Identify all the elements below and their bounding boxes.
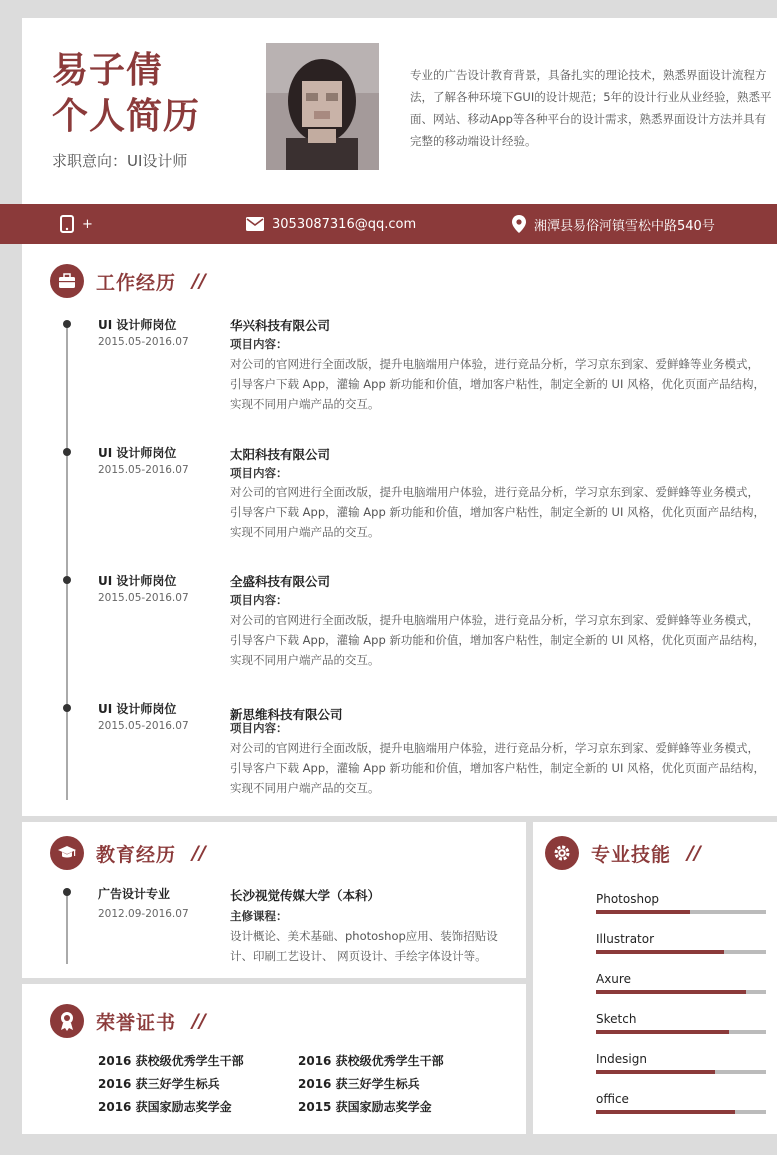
project-description: 对公司的官网进行全面改版，提升电脑端用户体验，进行竞品分析，学习京东到家、爱鲜蜂等业务模式，引导客户下载 App，灌输 App 新功能和价值，增加客户粘性，制定全新的 UI 风格，优化页面产品结构，实现不同用户端产品的交互。 <box>230 613 766 667</box>
skill-bar <box>596 1070 766 1074</box>
job-date: 2015.05-2016.07 <box>98 336 189 348</box>
honor-item: 2016 获校级优秀学生干部 <box>98 1054 244 1068</box>
skill-bar-fill <box>596 1030 729 1034</box>
honor-item: 2015 获国家励志奖学金 <box>298 1100 432 1114</box>
school-name: 长沙视觉传媒大学（本科） <box>230 888 381 903</box>
job-role: UI 设计师岗位 <box>98 574 177 588</box>
work-experience-section <box>22 244 777 816</box>
honors-title: 荣誉证书 <box>96 1011 177 1034</box>
education-title: 教育经历 <box>96 843 177 866</box>
job-date: 2015.05-2016.07 <box>98 464 189 476</box>
honors-section-title <box>50 1004 206 1038</box>
skill-bar-fill <box>596 1110 735 1114</box>
skill-bar-fill <box>596 950 724 954</box>
skill-bar <box>596 950 766 954</box>
skills-section-title <box>545 836 701 870</box>
skill-name: Illustrator <box>596 932 655 946</box>
honor-item: 2016 获国家励志奖学金 <box>98 1100 232 1114</box>
skill-bar-fill <box>596 990 746 994</box>
skill-name: Sketch <box>596 1012 637 1026</box>
address-value: 湘潭县易俗河镇雪松中路540号 <box>534 218 715 234</box>
skill-name: Photoshop <box>596 892 660 906</box>
timeline-dot <box>63 320 71 328</box>
portrait-icon <box>266 43 379 170</box>
gear-icon <box>545 836 579 870</box>
header-card <box>22 18 777 204</box>
skills-title-slash: // <box>687 842 701 864</box>
course-label: 主修课程： <box>230 909 288 923</box>
project-description: 对公司的官网进行全面改版，提升电脑端用户体验，进行竞品分析，学习京东到家、爱鲜蜂等业务模式，引导客户下载 App，灌输 App 新功能和价值，增加客户粘性，制定全新的 UI 风格，优化页面产品结构，实现不同用户端产品的交互。 <box>230 357 766 411</box>
timeline-dot <box>63 448 71 456</box>
phone-value: + <box>82 216 93 232</box>
award-ribbon-icon <box>50 1004 84 1038</box>
honors-title-slash: // <box>192 1010 206 1032</box>
education-date: 2012.09-2016.07 <box>98 908 189 920</box>
education-major: 广告设计专业 <box>98 887 171 901</box>
contact-phone <box>60 204 93 244</box>
mail-icon <box>246 217 264 231</box>
work-section-title <box>50 264 206 298</box>
company-name: 华兴科技有限公司 <box>230 318 331 333</box>
skill-bar-fill <box>596 1070 715 1074</box>
education-timeline <box>66 888 68 964</box>
honor-item: 2016 获三好学生标兵 <box>298 1077 420 1091</box>
email-value[interactable]: 3053087316@qq.com <box>272 216 417 232</box>
skill-name: office <box>596 1092 629 1106</box>
skill-bar <box>596 910 766 914</box>
course-list: 设计概论、美术基础、photoshop应用、装饰招贴设计、印刷工艺设计、 网页设计、手绘字体设计等。 <box>230 929 498 963</box>
name-title: 易子倩 <box>52 50 164 91</box>
graduation-cap-icon <box>50 836 84 870</box>
timeline-dot <box>63 704 71 712</box>
job-role: UI 设计师岗位 <box>98 702 177 716</box>
briefcase-icon <box>50 264 84 298</box>
intro-text: 专业的广告设计教育背景，具备扎实的理论技术，熟悉界面设计流程方法，了解各种环境下GUI的设计规范；5年的设计行业从业经验，熟悉平面、网站、移动App等各种平台的设计需求，熟悉界面设计方法并具有完整的移动端设计经验。 <box>410 68 772 148</box>
education-section <box>22 822 526 978</box>
work-title: 工作经历 <box>96 271 177 294</box>
contact-email <box>246 204 416 244</box>
skill-name: Axure <box>596 972 631 986</box>
job-role: UI 设计师岗位 <box>98 318 177 332</box>
job-date: 2015.05-2016.07 <box>98 592 189 604</box>
job-date: 2015.05-2016.07 <box>98 720 189 732</box>
honor-item: 2016 获校级优秀学生干部 <box>298 1054 444 1068</box>
contact-bar <box>0 204 777 244</box>
skills-section <box>533 822 777 1134</box>
timeline-dot <box>63 576 71 584</box>
company-name: 太阳科技有限公司 <box>230 447 331 462</box>
skill-bar <box>596 1030 766 1034</box>
company-name: 新思维科技有限公司 <box>230 707 343 722</box>
timeline-dot <box>63 888 71 896</box>
project-description: 对公司的官网进行全面改版，提升电脑端用户体验，进行竞品分析，学习京东到家、爱鲜蜂等业务模式，引导客户下载 App，灌输 App 新功能和价值，增加客户粘性，制定全新的 UI 风格，优化页面产品结构，实现不同用户端产品的交互。 <box>230 485 766 539</box>
job-intent: 求职意向：UI设计师 <box>52 152 188 170</box>
project-label: 项目内容： <box>230 466 288 480</box>
education-section-title <box>50 836 206 870</box>
work-title-slash: // <box>192 270 206 292</box>
honor-item: 2016 获三好学生标兵 <box>98 1077 220 1091</box>
project-label: 项目内容： <box>230 593 288 607</box>
work-timeline <box>66 322 68 800</box>
resume-title: 个人简历 <box>52 96 201 137</box>
skill-bar <box>596 990 766 994</box>
skills-title: 专业技能 <box>591 843 672 866</box>
contact-address <box>512 204 715 244</box>
job-role: UI 设计师岗位 <box>98 446 177 460</box>
location-pin-icon <box>512 215 526 233</box>
profile-photo <box>266 43 379 170</box>
project-label: 项目内容： <box>230 721 288 735</box>
project-label: 项目内容： <box>230 337 288 351</box>
skill-bar <box>596 1110 766 1114</box>
skill-bar-fill <box>596 910 690 914</box>
phone-icon <box>60 215 74 233</box>
project-description: 对公司的官网进行全面改版，提升电脑端用户体验，进行竞品分析，学习京东到家、爱鲜蜂等业务模式，引导客户下载 App，灌输 App 新功能和价值，增加客户粘性，制定全新的 UI 风格，优化页面产品结构，实现不同用户端产品的交互。 <box>230 741 766 795</box>
education-title-slash: // <box>192 842 206 864</box>
skill-name: Indesign <box>596 1052 647 1066</box>
honors-section <box>22 984 526 1134</box>
company-name: 全盛科技有限公司 <box>230 574 331 589</box>
